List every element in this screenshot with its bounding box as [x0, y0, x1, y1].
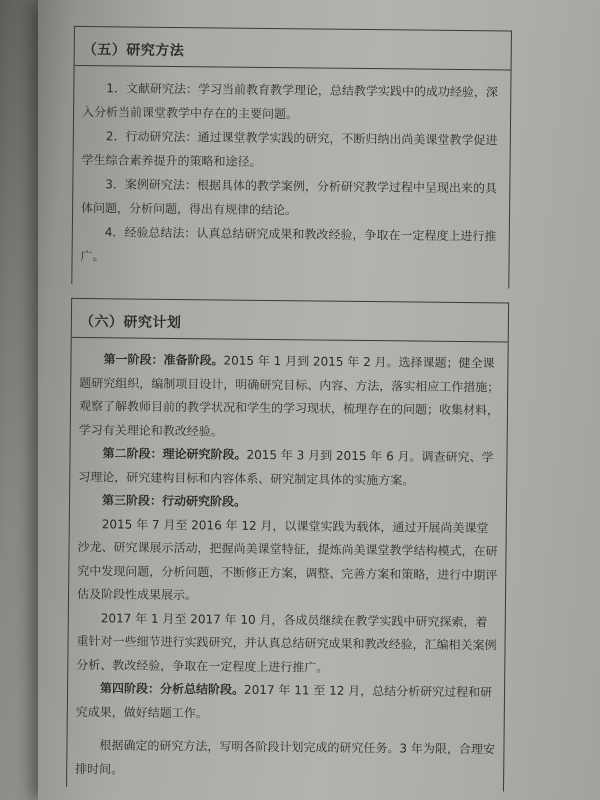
stage-3-paragraph-2: 2017 年 1 月至 2017 年 10 月，各成员继续在教学实践中研究探索，着重针对一些细节进行实践研究，并认真总结研究成果和教改经验，汇编相关案例分析、教改经验，争取在一定程度上进行推广。: [76, 610, 497, 675]
section-research-methods: [71, 26, 512, 289]
stage-4: 第四阶段：分析总结阶段。2017 年 11 至 12 月，总结分析研究过程和研究成果，做好结题工作。: [75, 681, 493, 720]
section-research-plan: [66, 298, 509, 792]
stage-2: 第二阶段：理论研究阶段。2015 年 3 月到 2015 年 6 月。调查研究、学习理论，研究建构目标和内容体系、研究制定具体的实施方案。: [78, 446, 494, 488]
method-item-1: 1．文献研究法：学习当前教育教学理论，总结教学实践中的成功经验，深入分析当前课堂教学中存在的主要问题。: [82, 81, 499, 122]
stage-3-heading: 第三阶段：行动研究阶段。: [101, 493, 247, 509]
document-content: [72, 26, 510, 791]
method-item-2: 2．行动研究法：通过课堂教学实践的研究，不断归纳出尚美课堂教学促进学生综合素养提升的策略和途径。: [81, 129, 498, 169]
method-item-3: 3．案例研究法：根据具体的教学案例，分析研究教学过程中呈现出来的具体问题，分析问题，得出有规律的结论。: [81, 177, 498, 218]
stage-3-paragraph-1: 2015 年 7 月至 2016 年 12 月，以课堂实践为载体，通过开展尚美课堂沙龙、研究课展示活动，把握尚美课堂特征，提炼尚美课堂教学结构模式，在研究中发现问题，分析问题，不断修正方案，调整、完善方案和策略，进行中期评估及阶段性成果展示。: [76, 516, 498, 603]
stage-1: 第一阶段：准备阶段。2015 年 1 月到 2015 年 2 月。选择课题；健全课题研究组织，编制项目设计，明确研究目标、内容、方法，落实相应工作措施；观察了解教师目前的教学状况和学生的学习现状，梳理存在的问题；收集材料，学习有关理论和教改经验。: [78, 352, 500, 439]
section-title-methods: （五）研究方法: [75, 39, 511, 71]
method-item-4: 4．经验总结法：认真总结研究成果和教改经验，争取在一定程度上进行推广。: [80, 225, 497, 264]
section-title-plan: （六）研究计划: [72, 311, 508, 343]
plan-closing-note: 根据确定的研究方法，写明各阶段计划完成的研究任务。3 年为限，合理安排时间。: [75, 738, 495, 776]
